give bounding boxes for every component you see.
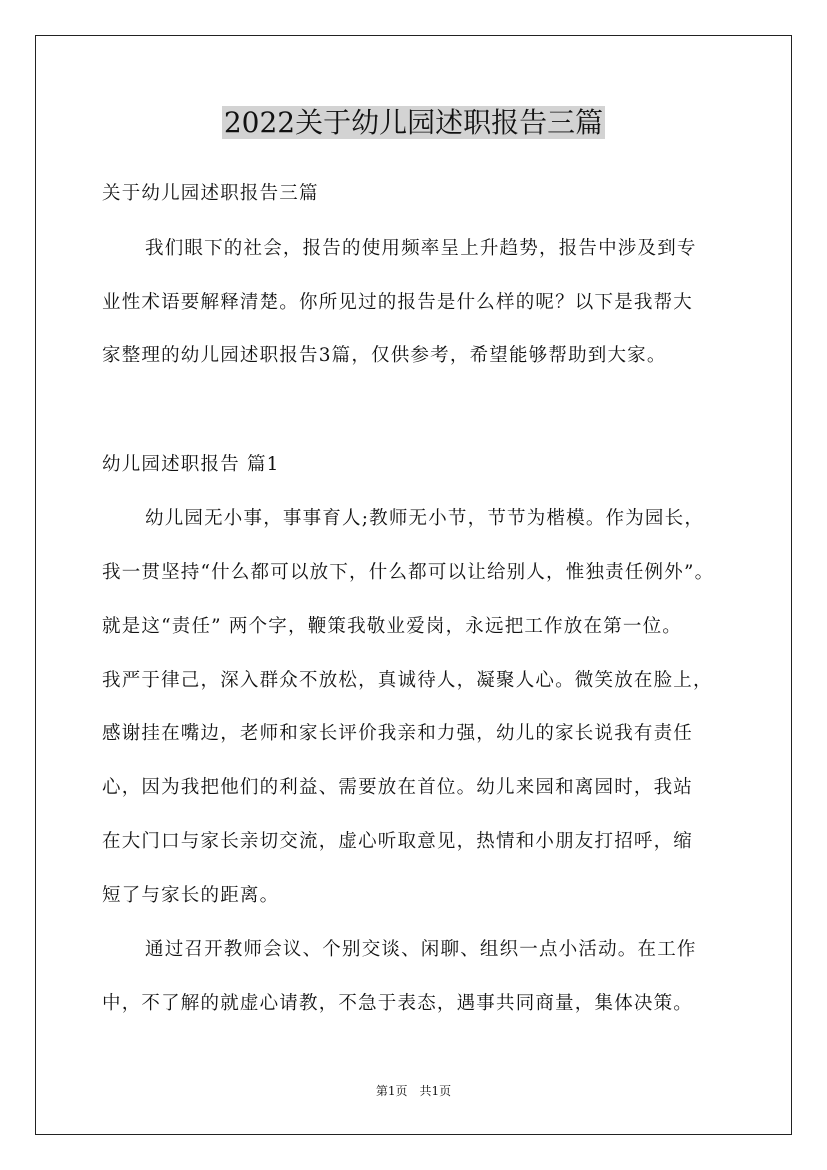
page-number-footer: 第1页 共1页 [375,1084,452,1098]
paragraph-line: 感谢挂在嘴边，老师和家长评价我亲和力强，幼儿的家长说我有责任 [102,723,694,744]
paragraph-line: 通过召开教师会议、个别交谈、闲聊、组织一点小活动。在工作 [145,939,697,960]
section-heading: 幼儿园述职报告 篇1 [102,454,280,475]
document-title-text: 2022关于幼儿园述职报告三篇 [223,106,604,139]
intro-line: 家整理的幼儿园述职报告3篇，仅供参考，希望能够帮助到大家。 [102,345,667,366]
paragraph-line: 我严于律己，深入群众不放松，真诚待人，凝聚人心。微笑放在脸上， [102,670,713,691]
document-subtitle: 关于幼儿园述职报告三篇 [102,183,319,204]
paragraph-line: 我一贯坚持“什么都可以放下，什么都可以让给别人，惟独责任例外”。 [102,562,715,583]
paragraph-line: 幼儿园无小事，事事育人;教师无小节，节节为楷模。作为园长， [145,508,705,529]
document-title [0,103,827,143]
paragraph-line: 中，不了解的就虚心请教，不急于表态，遇事共同商量，集体决策。 [102,993,694,1014]
paragraph-line: 就是这“责任” 两个字，鞭策我敬业爱岗，永远把工作放在第一位。 [102,616,682,637]
paragraph-line: 短了与家长的距离。 [102,885,280,906]
intro-line: 我们眼下的社会，报告的使用频率呈上升趋势，报告中涉及到专 [145,238,697,259]
paragraph-line: 心，因为我把他们的利益、需要放在首位。幼儿来园和离园时，我站 [102,777,694,798]
intro-line: 业性术语要解释清楚。你所见过的报告是什么样的呢？以下是我帮大 [102,292,694,313]
paragraph-line: 在大门口与家长亲切交流，虚心听取意见，热情和小朋友打招呼，缩 [102,831,694,852]
